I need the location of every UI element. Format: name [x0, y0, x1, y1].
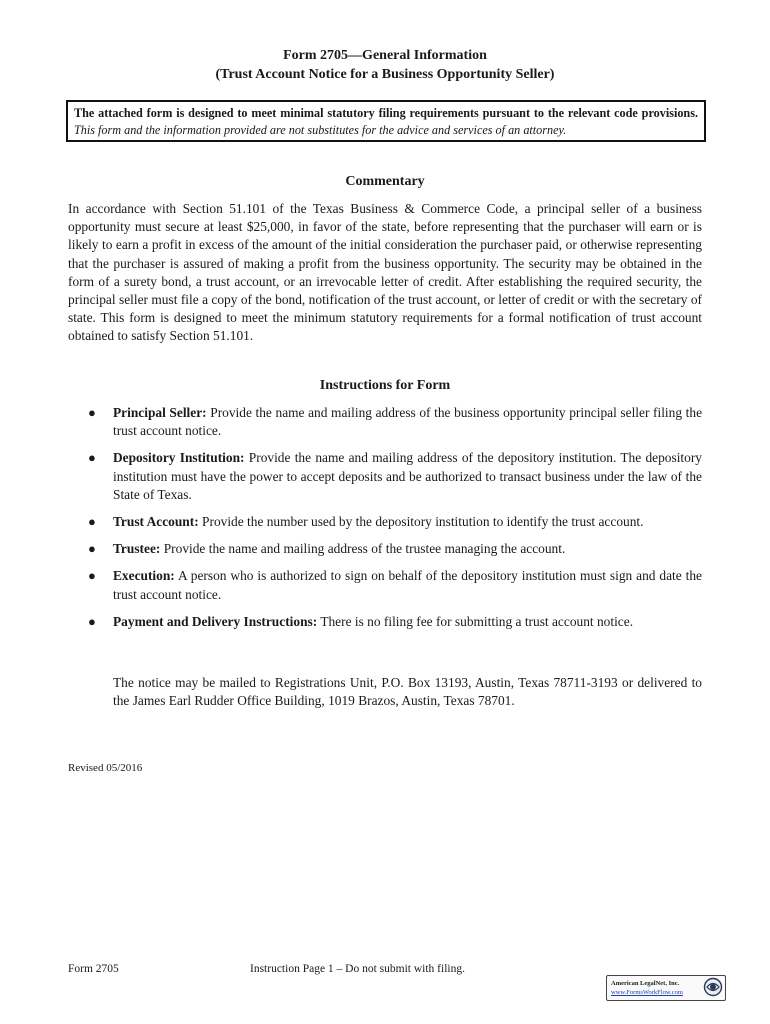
form-title: Form 2705—General Information: [283, 48, 487, 63]
disclaimer-box: [66, 100, 706, 142]
item-label: Execution:: [113, 568, 175, 584]
bullet-icon: ●: [88, 405, 96, 420]
list-item: [68, 404, 702, 440]
item-label: Principal Seller:: [113, 405, 207, 420]
item-label: Trustee:: [113, 541, 161, 557]
footer-form-number: Form 2705: [68, 963, 119, 975]
item-text: Provide the name and mailing address of the business opportunity principal seller filing the trust account notice.: [113, 405, 703, 439]
item-text: A person who is authorized to sign on behalf of the depository institution must sign and date the trust account notice.: [113, 568, 702, 602]
list-item: [68, 540, 702, 558]
commentary-heading: Commentary: [345, 174, 425, 189]
footer-page-note: Instruction Page 1 – Do not submit with filing.: [250, 963, 465, 975]
item-text: Provide the number used by the depository institution to identify the trust account.: [202, 514, 644, 530]
item-label: Trust Account:: [113, 514, 199, 530]
commentary-body: In accordance with Section 51.101 of the Texas Business & Commerce Code, a principal seller of a business opportunity must secure at least $25,000, in favor of the state, before representing that the purchaser will earn or is likely to earn a profit in excess of the amount of the initial consideration the purchaser paid, or otherwise representing that the purchaser is assured of making a profit from the business opportunity. The security may be obtained in the form of a surety bond, a trust account, or an irrevocable letter of credit. After establishing the required security, the principal seller must file a copy of the bond, notification of the trust account, or letter of credit or with the secretary of state. This form is designed to meet the minimum statutory requirements for a formal notification of trust account obtained to satisfy Section 51.101.: [68, 201, 702, 344]
logo-company-name: American LegalNet, Inc.: [611, 980, 680, 987]
bullet-icon: ●: [88, 450, 96, 466]
instructions-list: [68, 404, 702, 640]
list-item: [68, 513, 702, 531]
item-label: Depository Institution:: [113, 450, 245, 466]
mailing-instructions: The notice may be mailed to Registrations Unit, P.O. Box 13193, Austin, Texas 78711-3193 or delivered to the James Earl Rudder Office Building, 1019 Brazos, Austin, Texas 78701.: [113, 675, 702, 709]
list-item: [68, 567, 702, 603]
instructions-heading: Instructions for Form: [319, 378, 451, 393]
logo-url-link[interactable]: www.FormsWorkFlow.com: [611, 989, 683, 996]
revision-date: Revised 05/2016: [68, 762, 143, 774]
item-text: There is no filing fee for submitting a trust account notice.: [320, 613, 634, 629]
bullet-icon: ●: [88, 541, 96, 557]
bullet-icon: ●: [88, 568, 96, 584]
legalnet-logo[interactable]: [606, 975, 726, 1001]
bullet-icon: ●: [88, 613, 96, 629]
bullet-icon: ●: [88, 514, 96, 530]
disclaimer-italic: This form and the information provided are not substitutes for the advice and services of an attorney.: [74, 122, 567, 137]
list-item: [68, 449, 702, 504]
item-text: Provide the name and mailing address of the trustee managing the account.: [163, 541, 566, 557]
globe-icon: [703, 977, 723, 997]
form-subtitle: (Trust Account Notice for a Business Opportunity Seller): [215, 67, 555, 82]
disclaimer-bold: The attached form is designed to meet minimal statutory filing requirements pursuant to the relevant code provisions.: [74, 106, 698, 120]
item-label: Payment and Delivery Instructions:: [113, 613, 318, 629]
list-item: [68, 613, 702, 631]
item-text: Provide the name and mailing address of the depository institution. The depository institution must have the power to accept deposits and be authorized to transact business under the law of the State of Texas.: [113, 450, 702, 502]
